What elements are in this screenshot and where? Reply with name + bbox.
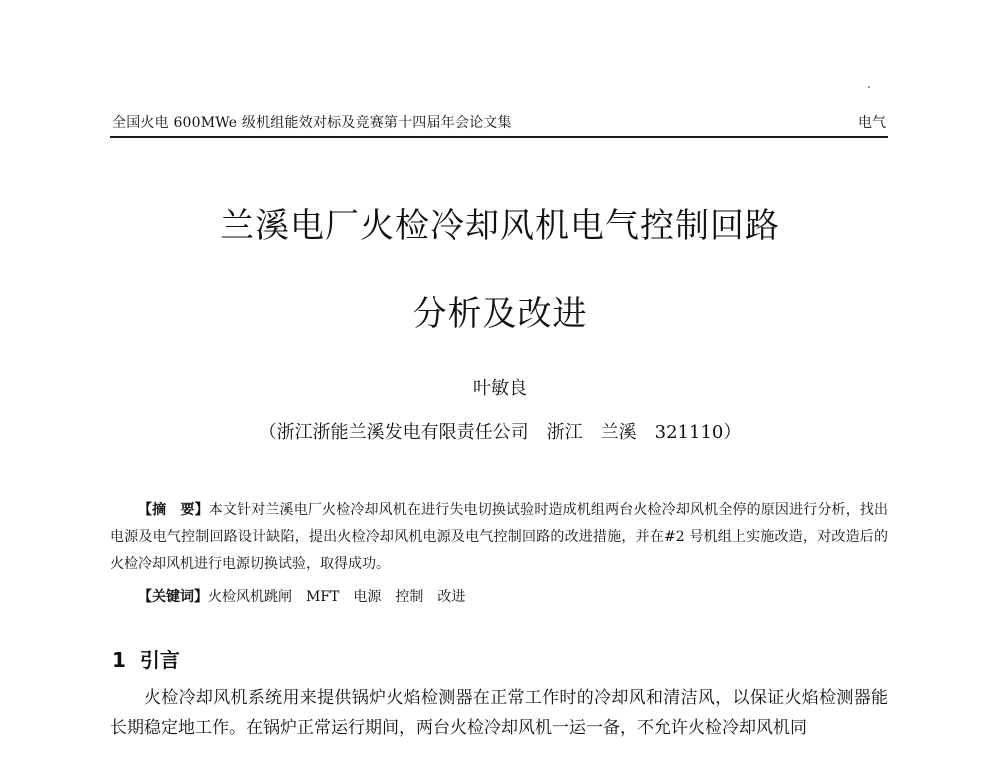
paper-title-line-1: 兰溪电厂火检冷却风机电气控制回路	[220, 206, 780, 246]
header-proceedings-title: 全国火电 600MWe 级机组能效对标及竞赛第十四届年会论文集	[112, 115, 512, 131]
author-name: 叶敏良	[473, 378, 527, 399]
section-title: 引言	[139, 648, 180, 672]
scan-speck	[868, 86, 870, 88]
keywords-text: 火检风机跳闸 MFT 电源 控制 改进	[208, 589, 466, 605]
abstract-text: 本文针对兰溪电厂火检冷却风机在进行失电切换试验时造成机组两台火检冷却风机全停的原因进行分析，找出电源及电气控制回路设计缺陷，提出火检冷却风机电源及电气控制回路的改进措施，并在#2 号机组上实施改造，对改造后的火检冷却风机进行电源切换试验，取得成功。	[110, 502, 889, 572]
running-header	[110, 110, 888, 138]
section-heading	[112, 644, 180, 673]
abstract-label: 【摘 要】	[138, 502, 209, 518]
section-paragraph: 火检冷却风机系统用来提供锅炉火焰检测器在正常工作时的冷却风和清洁风，以保证火焰检测器能长期稳定地工作。在锅炉正常运行期间，两台火检冷却风机一运一备，不允许火检冷却风机同	[110, 688, 888, 738]
header-section-label: 电气	[858, 115, 886, 131]
paper-title-line-2: 分析及改进	[412, 294, 588, 334]
author-affiliation: （浙江浙能兰溪发电有限责任公司 浙江 兰溪 321110）	[258, 422, 742, 443]
keywords	[138, 586, 465, 606]
section-number: 1	[112, 648, 126, 672]
abstract	[110, 497, 888, 578]
keywords-label: 【关键词】	[138, 589, 208, 605]
